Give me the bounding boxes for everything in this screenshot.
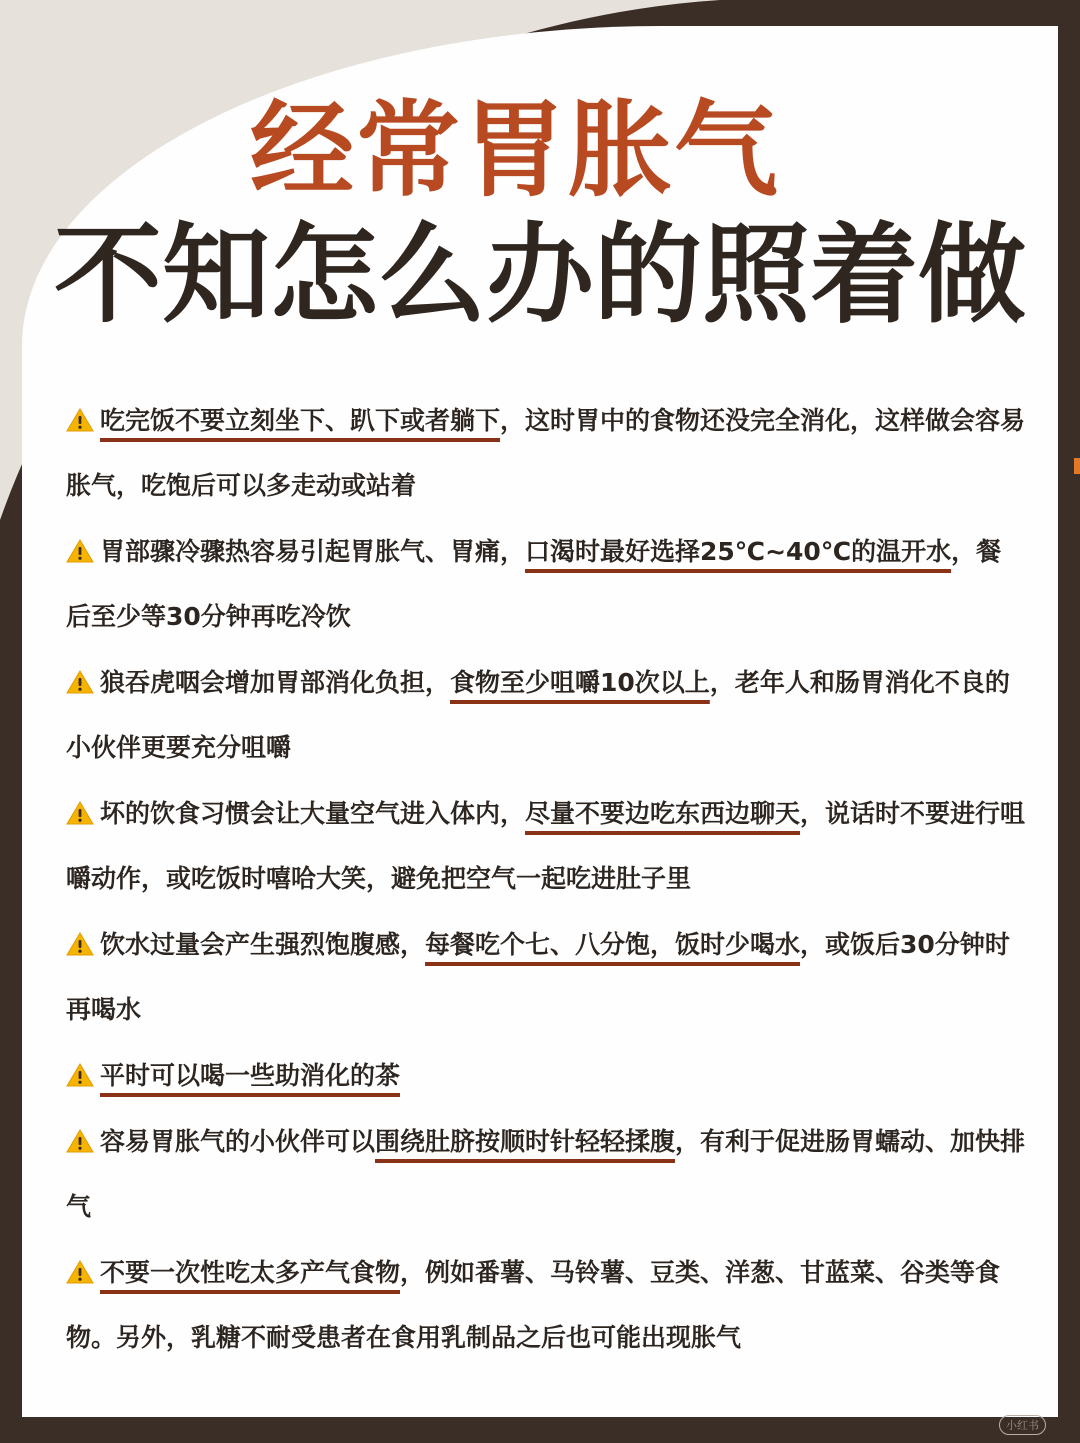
tip-item	[66, 1240, 1026, 1370]
tip-text: ，说话时不要进行咀嚼动作，或吃饭时嘻哈大笑，避免把空气一起吃进肚子里	[66, 799, 1026, 893]
tip-item	[66, 388, 1026, 518]
tip-item	[66, 912, 1026, 1042]
page-title-line1: 经常胃胀气	[249, 89, 780, 211]
tip-text: ，老年人和肠胃消化不良的小伙伴更要充分咀嚼	[66, 668, 1010, 762]
tip-text: 胃部骤冷骤热容易引起胃胀气、胃痛，	[100, 537, 526, 566]
tip-highlight: 平时可以喝一些助消化的茶	[100, 1061, 401, 1090]
warning-icon	[66, 408, 94, 432]
tip-highlight: 吃完饭不要立刻坐下、趴下或者躺下	[100, 406, 501, 435]
warning-icon	[66, 1260, 94, 1284]
warning-icon	[66, 670, 94, 694]
tip-text: ，餐后至少等30分钟再吃冷饮	[66, 537, 1002, 631]
tip-text: 饮水过量会产生强烈饱腹感，	[100, 930, 426, 959]
warning-icon	[66, 1129, 94, 1153]
tip-highlight: 尽量不要边吃东西边聊天	[525, 799, 801, 828]
tip-text: 狼吞虎咽会增加胃部消化负担，	[100, 668, 451, 697]
tip-highlight: 每餐吃个七、八分饱，饭时少喝水	[425, 930, 801, 959]
tip-text: ，有利于促进肠胃蠕动、加快排气	[66, 1127, 1026, 1221]
watermark-badge: 小红书	[999, 1415, 1046, 1435]
tip-item	[66, 781, 1026, 911]
tip-item	[66, 1109, 1026, 1239]
tip-item	[66, 519, 1026, 649]
tip-item	[66, 1043, 1026, 1108]
page-title-line2: 不知怎么办的照着做	[53, 213, 1026, 338]
edge-marker	[1074, 458, 1080, 474]
warning-icon	[66, 539, 94, 563]
tips-list	[66, 388, 1026, 1371]
tip-highlight: 食物至少咀嚼10次以上	[450, 668, 710, 697]
tip-highlight: 不要一次性吃太多产气食物	[100, 1258, 401, 1287]
warning-icon	[66, 801, 94, 825]
tip-text: 容易胃胀气的小伙伴可以	[100, 1127, 376, 1156]
tip-highlight: 围绕肚脐按顺时针轻轻揉腹	[375, 1127, 676, 1156]
tip-text: ，这时胃中的食物还没完全消化，这样做会容易胀气，吃饱后可以多走动或站着	[66, 406, 1026, 500]
warning-icon	[66, 1063, 94, 1087]
warning-icon	[66, 932, 94, 956]
tip-item	[66, 650, 1026, 780]
tip-text: ，或饭后30分钟时再喝水	[66, 930, 1010, 1024]
tip-highlight: 口渴时最好选择25℃~40℃的温开水	[525, 537, 952, 566]
tip-text: ，例如番薯、马铃薯、豆类、洋葱、甘蓝菜、谷类等食物。另外，乳糖不耐受患者在食用乳制品之后也可能出现胀气	[66, 1258, 1001, 1352]
tip-text: 坏的饮食习惯会让大量空气进入体内，	[100, 799, 526, 828]
